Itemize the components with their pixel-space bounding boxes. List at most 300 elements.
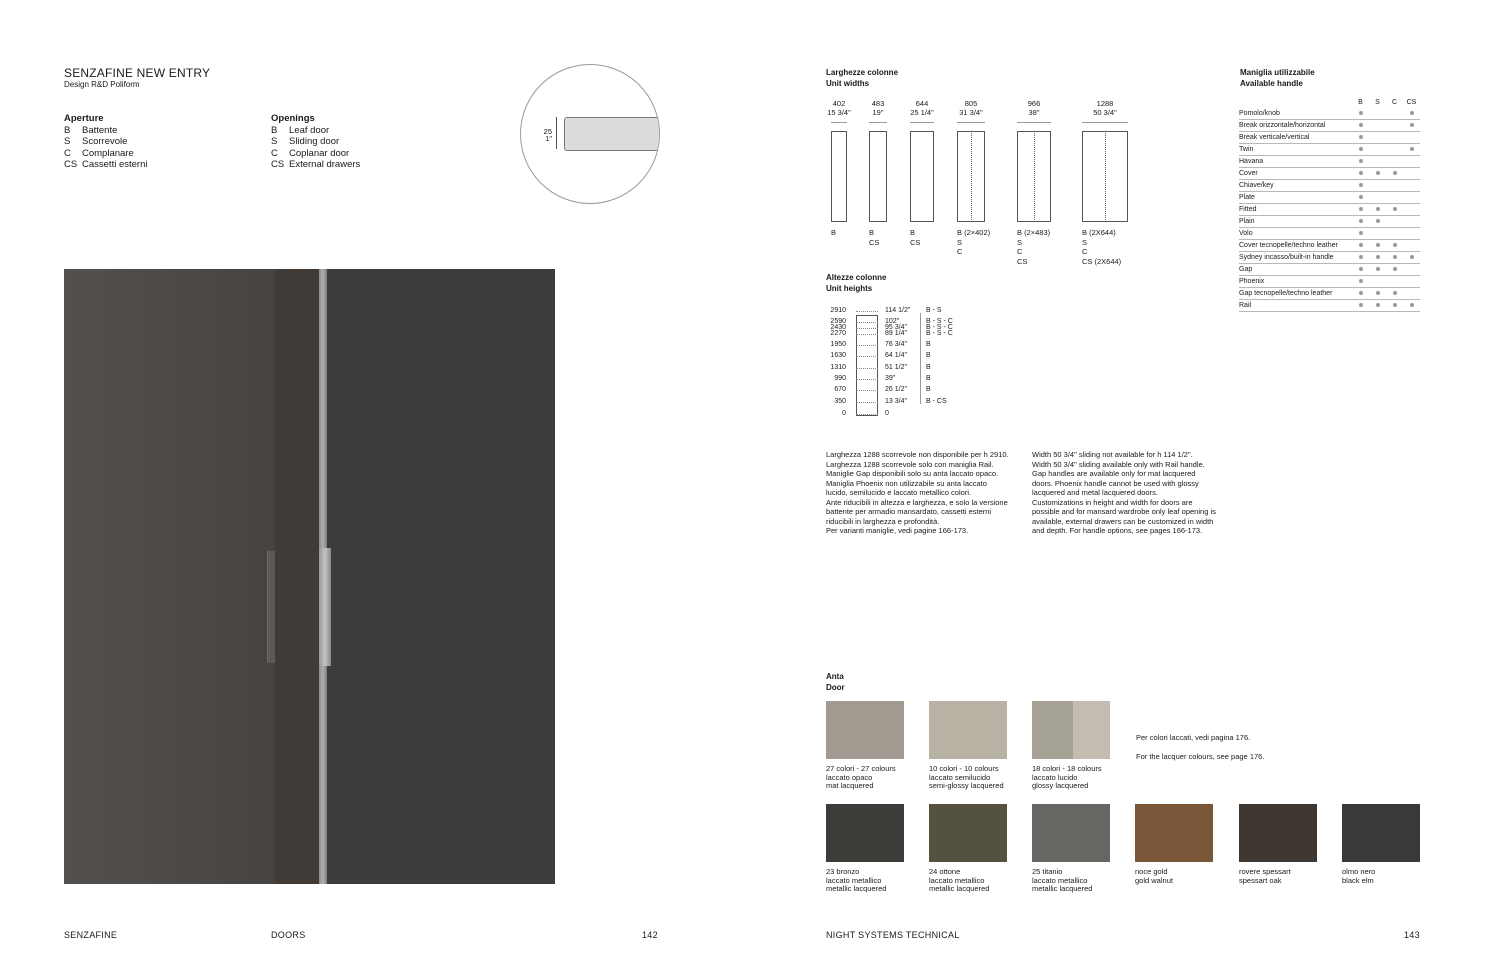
height-tick: [856, 328, 878, 329]
handle-availability-cell: [1369, 120, 1386, 132]
unit-width-mm: 1288: [1096, 99, 1114, 108]
finish-label: laccato opaco: [826, 772, 873, 782]
openings-item: S Sliding door: [271, 136, 340, 147]
handle-availability-cell: [1369, 168, 1386, 180]
available-dot-icon: [1376, 267, 1380, 271]
available-dot-icon: [1393, 291, 1397, 295]
finish-label: laccato metallico: [929, 875, 985, 885]
unit-opening-code: S: [957, 237, 963, 247]
dimension-line: [556, 117, 557, 149]
handle-availability-cell: [1352, 132, 1369, 144]
finish-swatch: [1342, 804, 1420, 862]
handle-availability-cell: [1352, 180, 1369, 192]
width-marker: [1082, 122, 1128, 123]
handle-availability-cell: [1386, 180, 1403, 192]
handle-availability-cell: [1386, 204, 1403, 216]
footer-category-left: DOORS: [271, 930, 306, 940]
available-dot-icon: [1359, 147, 1363, 151]
aperture-item: S Scorrevole: [64, 136, 128, 147]
unit-opening-code: C: [957, 247, 963, 256]
handle-row: [1239, 156, 1420, 168]
handle-availability-cell: [1403, 180, 1420, 192]
finish-swatch: [1032, 804, 1110, 862]
unit-width-inch: 25 1/4": [910, 108, 934, 117]
handle-availability-cell: [1352, 252, 1369, 264]
available-dot-icon: [1359, 195, 1363, 199]
height-mm: 2270: [830, 329, 846, 337]
unit-opening-code: B (2×402): [957, 228, 991, 237]
available-dot-icon: [1410, 147, 1414, 151]
lacquer-note-en: For the lacquer colours, see page 176.: [1136, 752, 1265, 761]
height-mm: 1310: [830, 363, 846, 371]
height-opening-codes: B - CS: [926, 397, 947, 405]
handle-availability-cell: [1369, 132, 1386, 144]
unit-opening-code: B: [869, 228, 875, 237]
handles-col-header: C: [1391, 99, 1398, 106]
available-dot-icon: [1410, 123, 1414, 127]
handle-row: [1239, 144, 1420, 156]
finish-label: 25 titanio: [1032, 867, 1063, 876]
handle-availability-cell: [1352, 156, 1369, 168]
handle-availability-cell: [1352, 216, 1369, 228]
handle-name: Chiave/key: [1239, 180, 1352, 192]
height-mm: 990: [834, 374, 846, 382]
finish-label: glossy lacquered: [1032, 781, 1089, 790]
height-inch: 39": [885, 374, 896, 382]
handle-availability-cell: [1352, 264, 1369, 276]
handle-availability-cell: [1386, 132, 1403, 144]
handle-availability-cell: [1403, 252, 1420, 264]
handle-availability-cell: [1386, 228, 1403, 240]
available-dot-icon: [1359, 219, 1363, 223]
handle-availability-cell: [1369, 240, 1386, 252]
handle-availability-cell: [1369, 288, 1386, 300]
handle-availability-cell: [1386, 144, 1403, 156]
finish-label: laccato metallico: [1032, 875, 1088, 885]
handle-availability-cell: [1403, 276, 1420, 288]
handle-availability-cell: [1403, 168, 1420, 180]
handle-name: Break orizzontale/horizontal: [1239, 120, 1352, 132]
handle-availability-cell: [1403, 300, 1420, 312]
widths-heading-it: Larghezze colonne: [826, 68, 899, 77]
height-opening-codes: B: [926, 363, 931, 371]
handle-availability-cell: [1369, 252, 1386, 264]
profile-detail-circle: [520, 64, 660, 204]
handle-availability-cell: [1352, 192, 1369, 204]
handle-row: [1239, 300, 1420, 312]
available-dot-icon: [1376, 243, 1380, 247]
handle-availability-cell: [1352, 288, 1369, 300]
height-tick: [856, 345, 878, 346]
available-dot-icon: [1359, 231, 1363, 235]
handle-row: [1239, 108, 1420, 120]
handle-availability-cell: [1369, 180, 1386, 192]
handle-availability-cell: [1352, 144, 1369, 156]
handle-availability-cell: [1386, 240, 1403, 252]
height-inch: 26 1/2": [885, 386, 907, 394]
available-dot-icon: [1359, 279, 1363, 283]
height-tick: [856, 368, 878, 369]
handle-availability-cell: [1352, 228, 1369, 240]
available-dot-icon: [1410, 111, 1414, 115]
handle-row: [1239, 132, 1420, 144]
finish-swatch: [1135, 804, 1213, 862]
handle-availability-cell: [1403, 144, 1420, 156]
width-marker: [957, 122, 985, 123]
unit-opening-code: CS: [910, 237, 921, 247]
handle-availability-cell: [1352, 240, 1369, 252]
handle-row: [1239, 204, 1420, 216]
photo-door-left: [64, 269, 275, 884]
finish-label: gold walnut: [1135, 875, 1173, 885]
unit-opening-code: B (2X644): [1082, 228, 1116, 237]
handle-availability-cell: [1369, 216, 1386, 228]
unit-width-inch: 15 3/4": [827, 108, 851, 117]
handle-name: Pomolo/knob: [1239, 108, 1352, 120]
unit-outline: [957, 131, 985, 222]
finish-label: olmo nero: [1342, 867, 1376, 876]
unit-outline: [869, 131, 887, 222]
openings-item: CS External drawers: [271, 159, 361, 170]
notes-english: Width 50 3/4" sliding not available for h 114 1/2". Width 50 3/4" sliding available only with Rail handle. Gap handles are available only for mat lacquered doors. Phoenix handle cannot be used with glossy lacquered and metal lacquered doors. Customizations in height and width for doors are possible and for mansard wardrobe only leaf opening is available, external drawers can be customized in width and depth. For handle options, see pages 166-173.: [1032, 450, 1216, 535]
finish-swatch: [1032, 701, 1110, 759]
available-dot-icon: [1376, 303, 1380, 307]
finish-swatch: [1239, 804, 1317, 862]
handle-availability-cell: [1403, 192, 1420, 204]
unit-opening-code: CS (2X644): [1082, 256, 1122, 266]
unit-width-inch: 31 3/4": [959, 108, 983, 117]
handle-name: Twin: [1239, 144, 1352, 156]
handle-availability-cell: [1386, 168, 1403, 180]
heights-heading-en: Unit heights: [826, 284, 873, 293]
handle-availability-cell: [1386, 252, 1403, 264]
width-marker: [910, 122, 934, 123]
finish-label: rovere spessart: [1239, 867, 1291, 876]
unit-opening-code: C: [1017, 247, 1023, 256]
unit-opening-code: CS: [1017, 256, 1028, 266]
height-mm: 670: [834, 386, 846, 394]
height-mm: 1950: [830, 340, 846, 348]
available-dot-icon: [1359, 183, 1363, 187]
unit-width-mm: 644: [915, 99, 929, 108]
available-dot-icon: [1410, 303, 1414, 307]
handle-row: [1239, 192, 1420, 204]
handle-row: [1239, 252, 1420, 264]
unit-width-mm: 483: [871, 99, 885, 108]
height-tick: [856, 402, 878, 403]
handle-name: Havana: [1239, 156, 1352, 168]
handle-availability-cell: [1403, 108, 1420, 120]
height-inch: 89 1/4": [885, 329, 907, 337]
handle-availability-cell: [1386, 192, 1403, 204]
handle-availability-cell: [1352, 168, 1369, 180]
handle-availability-cell: [1403, 120, 1420, 132]
handle-availability-cell: [1369, 204, 1386, 216]
photo-door-right: [327, 269, 555, 884]
handle-availability-cell: [1403, 216, 1420, 228]
door-heading-en: Door: [826, 683, 845, 692]
handle-name: Sydney incasso/built-in handle: [1239, 252, 1352, 264]
height-inch: 51 1/2": [885, 363, 907, 371]
height-column: [856, 315, 878, 416]
height-opening-codes: B - S - C: [926, 329, 953, 337]
handle-row: [1239, 240, 1420, 252]
finish-label: black elm: [1342, 875, 1374, 885]
height-opening-codes: B - S - C: [926, 318, 953, 326]
handle-availability-cell: [1403, 288, 1420, 300]
handle-availability-cell: [1403, 156, 1420, 168]
handle-availability-cell: [1386, 264, 1403, 276]
height-opening-codes: B: [926, 340, 931, 348]
widths-heading-en: Unit widths: [826, 79, 870, 88]
handle-row: [1239, 168, 1420, 180]
handle-availability-cell: [1386, 288, 1403, 300]
unit-opening-code: CS: [869, 237, 880, 247]
height-mm: 2430: [830, 323, 846, 331]
available-dot-icon: [1359, 207, 1363, 211]
height-inch: 114 1/2": [885, 307, 911, 314]
aperture-item: CS Cassetti esterni: [64, 159, 148, 170]
handle-row: [1239, 276, 1420, 288]
handle-availability-cell: [1352, 276, 1369, 288]
finish-label: 18 colori - 18 colours: [1032, 764, 1102, 773]
available-dot-icon: [1376, 207, 1380, 211]
height-tick: [856, 311, 878, 312]
unit-width-mm: 402: [832, 99, 846, 108]
available-dot-icon: [1376, 219, 1380, 223]
unit-width-inch: 19": [872, 108, 884, 117]
handle-availability-cell: [1403, 240, 1420, 252]
center-split-line: [1105, 133, 1106, 220]
finish-label: 27 colori - 27 colours: [826, 764, 896, 773]
available-dot-icon: [1376, 291, 1380, 295]
available-dot-icon: [1359, 291, 1363, 295]
handle-row: [1239, 288, 1420, 300]
height-mm: 0: [842, 410, 846, 417]
height-mm: 2910: [830, 307, 846, 314]
unit-opening-code: B: [831, 228, 837, 237]
handle-name: Cover tecnopelle/techno leather: [1239, 240, 1352, 252]
width-marker: [869, 122, 887, 123]
unit-opening-code: C: [1082, 247, 1088, 256]
notes-italian: Larghezza 1288 scorrevole non disponibile per h 2910. Larghezza 1288 scorrevole solo con maniglia Rail. Maniglie Gap disponibili solo su anta laccato opaco. Maniglia Phoenix non utilizzabile su anta laccato lucido, semilucido e laccato metallico colori. Ante riducibili in altezza e larghezza, e solo la versione battente per armadio mansardato, cassetti esterni riducibili in larghezza e profondità. Per varianti maniglie, vedi pagine 166-173.: [826, 450, 1009, 535]
unit-width-mm: 805: [964, 99, 978, 108]
page-number-right: 143: [1404, 930, 1420, 940]
unit-opening-code: S: [1017, 237, 1023, 247]
unit-width-inch: 38": [1028, 108, 1040, 117]
handle-name: Plate: [1239, 192, 1352, 204]
handle-name: Phoenix: [1239, 276, 1352, 288]
handle-availability-cell: [1403, 228, 1420, 240]
handle-name: Gap: [1239, 264, 1352, 276]
unit-opening-code: S: [1082, 237, 1088, 247]
footer-section-left: SENZAFINE: [64, 930, 118, 940]
available-dot-icon: [1359, 267, 1363, 271]
available-dot-icon: [1393, 207, 1397, 211]
height-inch: 102": [885, 318, 900, 326]
handle-availability-cell: [1369, 108, 1386, 120]
glossy-swatch-highlight: [1073, 701, 1110, 759]
finish-label: laccato metallico: [826, 875, 882, 885]
height-bracket: [920, 313, 921, 404]
handle-availability-cell: [1403, 204, 1420, 216]
available-dot-icon: [1359, 159, 1363, 163]
handle-row: [1239, 120, 1420, 132]
unit-outline: [910, 131, 934, 222]
finish-label: 24 ottone: [929, 867, 961, 876]
available-dot-icon: [1393, 303, 1397, 307]
handles-table: [1239, 97, 1420, 312]
height-inch: 0: [885, 410, 889, 417]
heights-heading-it: Altezze colonne: [826, 273, 887, 282]
finish-label: 23 bronzo: [826, 867, 860, 876]
unit-width-mm: 966: [1027, 99, 1041, 108]
available-dot-icon: [1359, 303, 1363, 307]
handles-heading-en: Available handle: [1240, 79, 1303, 88]
aperture-item: C Complanare: [64, 147, 134, 159]
handle-availability-cell: [1386, 276, 1403, 288]
handles-col-header: S: [1375, 99, 1380, 106]
finish-swatch: [826, 701, 904, 759]
handle-availability-cell: [1352, 120, 1369, 132]
height-inch: 64 1/4": [885, 352, 907, 360]
finish-label: metallic lacquered: [826, 884, 887, 893]
handle-availability-cell: [1369, 276, 1386, 288]
available-dot-icon: [1410, 255, 1414, 259]
designer-credit: Design R&D Poliform: [64, 80, 140, 89]
handle-availability-cell: [1369, 156, 1386, 168]
thickness-mm: 25: [543, 127, 552, 136]
height-opening-codes: B: [926, 386, 931, 394]
handles-col-header: CS: [1406, 99, 1417, 106]
height-mm: 2590: [830, 318, 846, 326]
photo-handle-left: [267, 551, 275, 663]
page-number-left: 142: [642, 930, 658, 940]
aperture-list: [64, 113, 147, 171]
height-inch: 13 3/4": [885, 397, 907, 405]
available-dot-icon: [1376, 255, 1380, 259]
handle-availability-cell: [1386, 108, 1403, 120]
handles-col-header: B: [1358, 99, 1363, 106]
thickness-inch: 1": [545, 134, 552, 143]
handle-availability-cell: [1386, 216, 1403, 228]
handle-row: [1239, 180, 1420, 192]
finish-label: laccato semilucido: [929, 772, 991, 782]
height-mm: 1630: [830, 352, 846, 360]
available-dot-icon: [1393, 267, 1397, 271]
photo-wood-strip: [275, 269, 319, 884]
openings-heading: Openings: [271, 113, 315, 124]
product-photo: [64, 269, 555, 884]
finish-label: semi-glossy lacquered: [929, 781, 1004, 790]
handle-availability-cell: [1386, 300, 1403, 312]
finish-swatch: [929, 701, 1007, 759]
openings-item: B Leaf door: [271, 124, 330, 136]
finish-label: mat lacquered: [826, 781, 874, 790]
handle-availability-cell: [1352, 300, 1369, 312]
height-tick: [856, 322, 878, 323]
handle-row: [1239, 228, 1420, 240]
available-dot-icon: [1359, 243, 1363, 247]
handle-availability-cell: [1369, 264, 1386, 276]
handle-availability-cell: [1403, 264, 1420, 276]
finish-label: metallic lacquered: [929, 884, 990, 893]
handle-name: Break verticale/vertical: [1239, 132, 1352, 144]
handle-availability-cell: [1369, 300, 1386, 312]
available-dot-icon: [1359, 255, 1363, 259]
handle-availability-cell: [1352, 204, 1369, 216]
openings-item: C Coplanar door: [271, 147, 350, 159]
handle-availability-cell: [1386, 156, 1403, 168]
height-tick: [856, 379, 878, 380]
unit-opening-code: B (2×483): [1017, 228, 1051, 237]
available-dot-icon: [1376, 171, 1380, 175]
height-tick: [856, 334, 878, 335]
handle-availability-cell: [1403, 132, 1420, 144]
openings-list: [271, 113, 360, 171]
unit-outline: [1082, 131, 1128, 222]
handle-availability-cell: [1369, 144, 1386, 156]
unit-opening-code: B: [910, 228, 916, 237]
handle-availability-cell: [1352, 108, 1369, 120]
finish-label: noce gold: [1135, 867, 1168, 876]
aperture-item: B Battente: [64, 124, 118, 136]
height-inch: 76 3/4": [885, 340, 907, 348]
width-marker: [831, 122, 847, 123]
handles-heading-it: Maniglia utilizzabile: [1240, 68, 1315, 77]
handle-availability-cell: [1369, 192, 1386, 204]
height-tick: [856, 356, 878, 357]
finish-label: metallic lacquered: [1032, 884, 1093, 893]
height-opening-codes: B: [926, 374, 931, 382]
finish-swatch: [929, 804, 1007, 862]
footer-section-right: NIGHT SYSTEMS TECHNICAL: [826, 930, 960, 940]
available-dot-icon: [1393, 243, 1397, 247]
unit-outline: [831, 131, 847, 222]
height-mm: 350: [834, 397, 846, 405]
available-dot-icon: [1359, 123, 1363, 127]
handle-availability-cell: [1386, 120, 1403, 132]
finish-label: spessart oak: [1239, 875, 1282, 885]
height-opening-codes: B - S - C: [926, 323, 953, 331]
finish-label: laccato lucido: [1032, 772, 1078, 782]
handle-name: Fitted: [1239, 204, 1352, 216]
handle-name: Cover: [1239, 168, 1352, 180]
available-dot-icon: [1359, 111, 1363, 115]
center-split-line: [1034, 133, 1035, 220]
door-heading-it: Anta: [826, 672, 844, 681]
height-inch: 95 3/4": [885, 323, 907, 331]
handle-row: [1239, 216, 1420, 228]
aperture-heading: Aperture: [64, 113, 104, 124]
unit-width-inch: 50 3/4": [1093, 108, 1117, 117]
finish-swatch: [826, 804, 904, 862]
available-dot-icon: [1393, 171, 1397, 175]
handle-name: Plain: [1239, 216, 1352, 228]
height-opening-codes: B: [926, 352, 931, 360]
height-opening-codes: B - S: [926, 307, 942, 314]
height-tick: [856, 390, 878, 391]
center-split-line: [971, 133, 972, 220]
handle-name: Rail: [1239, 300, 1352, 312]
handle-name: Volo: [1239, 228, 1352, 240]
available-dot-icon: [1359, 135, 1363, 139]
unit-outline: [1017, 131, 1051, 222]
handle-availability-cell: [1369, 228, 1386, 240]
handle-row: [1239, 264, 1420, 276]
page-title: SENZAFINE NEW ENTRY: [64, 66, 211, 80]
available-dot-icon: [1359, 171, 1363, 175]
